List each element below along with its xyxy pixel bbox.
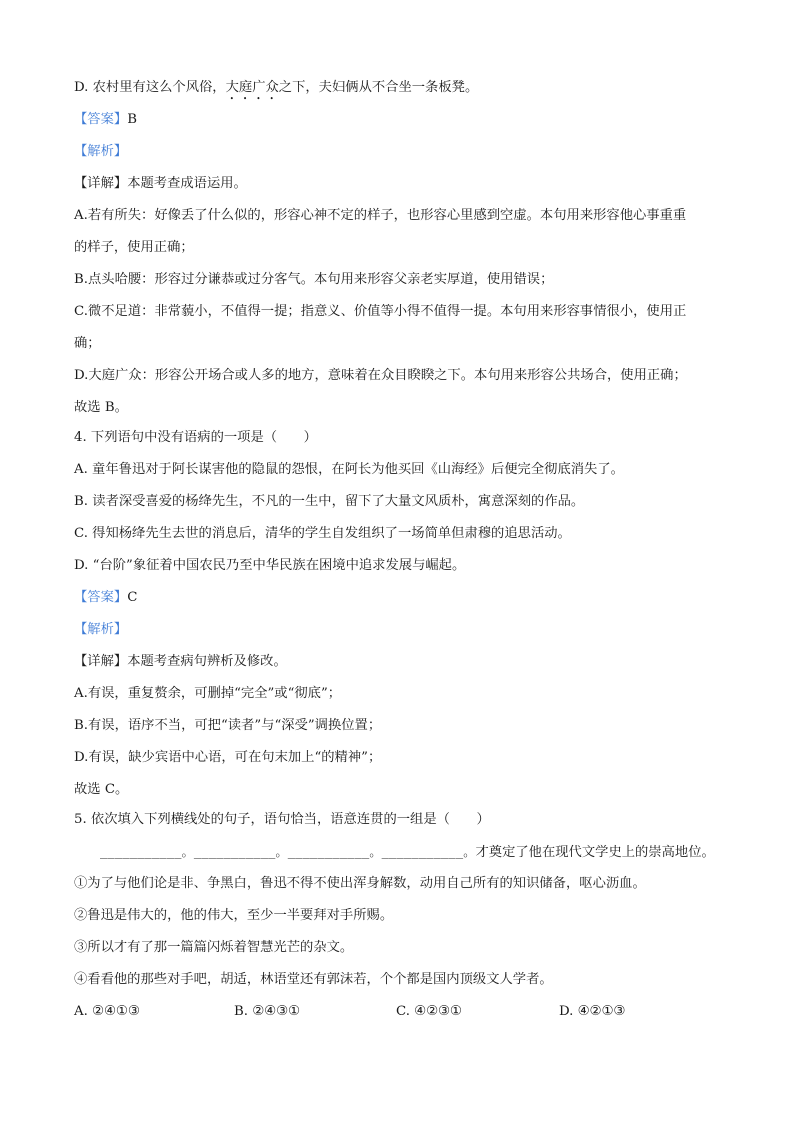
q4-detail-intro: 【详解】本题考查病句辨析及修改。 [74,654,287,669]
q4-option-c: C. 得知杨绛先生去世的消息后，清华的学生自发组织了一场简单但肃穆的追思活动。 [74,526,571,541]
q5-choice-a: A. ②④①③ [74,1004,140,1019]
q4-detail-a: A.有误，重复赘余，可删掉“完全”或“彻底”； [74,686,342,701]
q5-choice-c: C. ④②③① [396,1004,462,1019]
q4-detail-b: B.有误，语序不当，可把“读者”与“深受”调换位置； [74,718,382,733]
passage-tail: 才奠定了他在现代文学史上的崇高地位。 [475,845,715,860]
q4-detail-d: D.有误，缺少宾语中心语，可在句末加上“的精神”； [74,750,382,765]
detail-tag: 【详解】 [74,176,128,191]
q5-choice-b: B. ②④③① [234,1004,300,1019]
answer-tag: 【答案】 [74,112,128,127]
q5-sentence-3: ③所以才有了那一篇篇闪烁着智慧光芒的杂文。 [74,940,354,955]
answer-value: C [127,590,138,605]
q4-option-b: B. 读者深受喜爱的杨绛先生，不凡的一生中，留下了大量文风质朴，寓意深刻的作品。 [74,494,585,509]
q3-analysis-tag: 【解析】 [74,144,128,159]
q5-sentence-1: ①为了与他们论是非、争黑白，鲁迅不得不使出浑身解数，动用自己所有的知识储备，呕心沥血。 [74,876,646,891]
detail-tag: 【详解】 [74,654,128,669]
q3-detail-a-line1: A.若有所失：好像丢了什么似的，形容心神不定的样子，也形容心里感到空虚。本句用来形容他心事重重 [74,208,687,223]
q4-conclusion: 故选 C。 [74,782,129,797]
q5-stem: 5. 依次填入下列横线处的句子，语句恰当，语意连贯的一组是（ ） [74,812,490,827]
q5-sentence-4: ④看看他的那些对手吧，胡适，林语堂还有郭沫若，个个都是国内顶级文人学者。 [74,972,553,987]
q4-answer [74,588,734,608]
q5-passage [100,842,734,863]
answer-value: B [127,112,137,127]
q3-detail-d: D.大庭广众：形容公开场合或人多的地方，意味着在众目睽睽之下。本句用来形容公共场合，使用正确； [74,368,687,383]
answer-tag: 【答案】 [74,590,128,605]
q5-choices [74,1002,734,1022]
q5-sentence-2: ②鲁迅是伟大的，他的伟大，至少一半要拜对手所赐。 [74,908,394,923]
q3-conclusion: 故选 B。 [74,400,128,415]
emphasized-idiom: 大庭广众 [225,80,279,95]
q4-option-d: D. “台阶”象征着中国农民乃至中华民族在困境中追求发展与崛起。 [74,558,466,573]
q3-answer [74,110,734,130]
q3-detail-a-line2: 的样子，使用正确； [74,240,194,255]
q4-stem: 4. 下列语句中没有语病的一项是（ ） [74,430,317,445]
q3-detail-c-line1: C.微不足道：非常藐小，不值得一提；指意义、价值等小得不值得一提。本句用来形容事情很小，使用正 [74,304,687,319]
q3-option-d: D. 农村里有这么个风俗，大庭广众之下，夫妇俩从不合坐一条板凳。 [74,80,479,95]
q3-detail-b: B.点头哈腰：形容过分谦恭或过分客气。本句用来形容父亲老实厚道，使用错误； [74,272,554,287]
fill-blanks: ___________。___________。___________。___________。 [100,845,476,859]
q5-choice-d: D. ④②①③ [559,1004,626,1019]
q4-option-a: A. 童年鲁迅对于阿长谋害他的隐鼠的怨恨，在阿长为他买回《山海经》后便完全彻底消失了。 [74,462,624,477]
q3-detail-intro: 【详解】本题考查成语运用。 [74,176,247,191]
q3-detail-c-line2: 确； [74,336,101,351]
q4-analysis-tag: 【解析】 [74,622,128,637]
